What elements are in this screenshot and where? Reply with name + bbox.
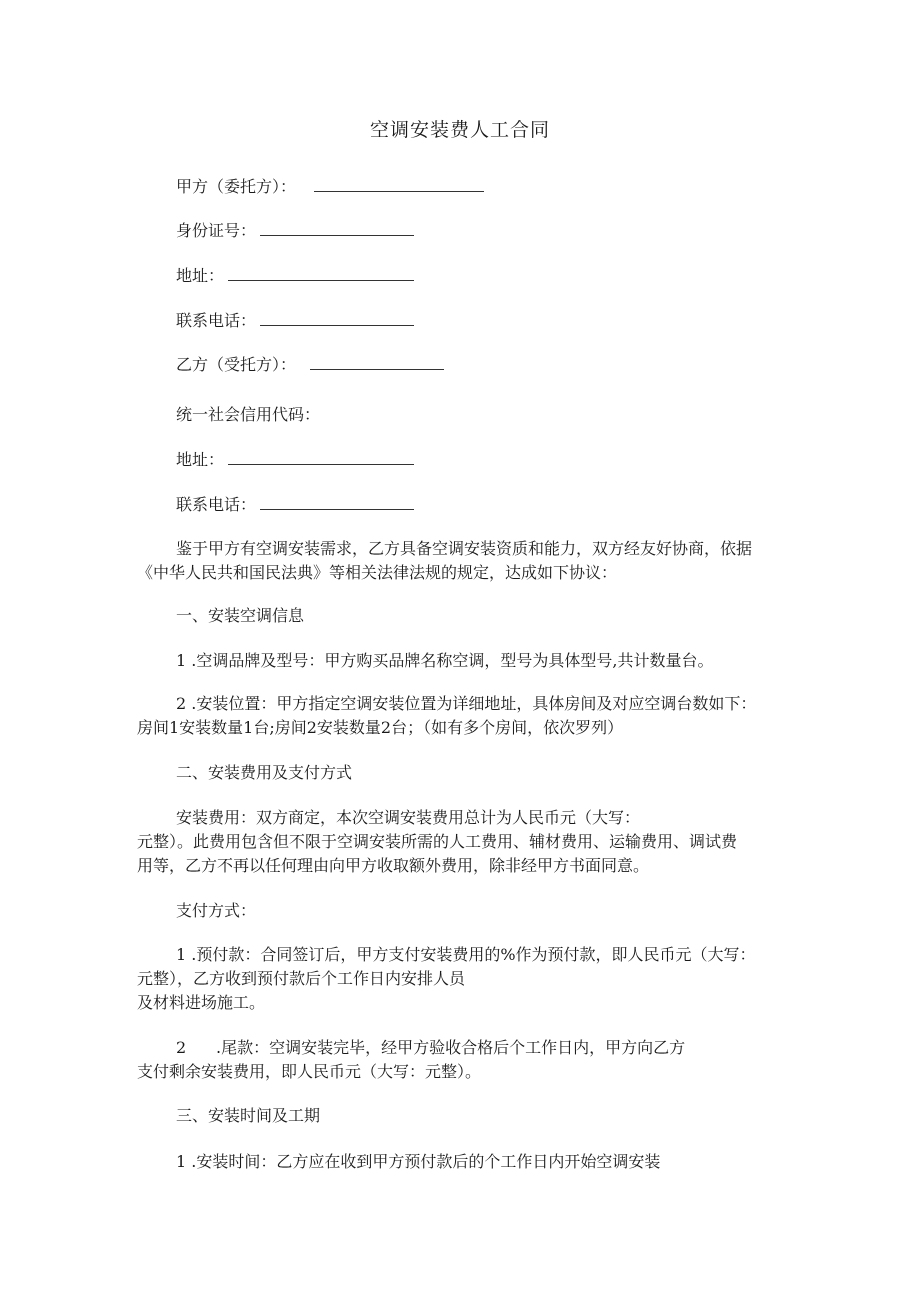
credit-code-label: 统一社会信用代码：	[176, 405, 321, 424]
section-2-fee-line-1: 安装费用：双方商定，本次空调安装费用总计为人民币元（大写：	[176, 808, 641, 827]
party-b-label: 乙方（受托方）：	[176, 355, 297, 374]
intro-line-1: 鉴于甲方有空调安装需求，乙方具备空调安装资质和能力，双方经友好协商，依据	[176, 539, 753, 558]
payment-item-2-line-2: 支付剩余安装费用，即人民币元（大写：元整）。	[137, 1062, 482, 1081]
address-b-blank[interactable]	[228, 450, 414, 465]
phone-b-label: 联系电话：	[176, 495, 257, 514]
payment-item-2-line-1: .尾款：空调安装完毕，经甲方验收合格后个工作日内，甲方向乙方	[216, 1038, 686, 1057]
payment-item-2-number: 2	[176, 1038, 187, 1057]
document-title: 空调安装费人工合同	[369, 119, 550, 141]
address-a-row	[176, 266, 414, 286]
address-a-label: 地址：	[176, 266, 225, 285]
section-3-heading: 三、安装时间及工期	[176, 1106, 321, 1125]
phone-a-label: 联系电话：	[176, 311, 257, 330]
id-row	[176, 221, 414, 241]
payment-heading: 支付方式：	[176, 901, 257, 920]
section-3-item-1: 1 .安装时间：乙方应在收到甲方预付款后的个工作日内开始空调安装	[176, 1152, 661, 1171]
party-a-label: 甲方（委托方）：	[176, 177, 297, 196]
party-a-blank[interactable]	[314, 177, 484, 192]
phone-a-blank[interactable]	[260, 311, 414, 326]
address-b-row	[176, 450, 414, 470]
payment-item-1-line-2: 元整），乙方收到预付款后个工作日内安排人员	[137, 969, 466, 988]
payment-item-1-line-3: 及材料进场施工。	[137, 993, 266, 1012]
id-label: 身份证号：	[176, 221, 257, 240]
phone-b-row	[176, 495, 414, 515]
section-1-heading: 一、安装空调信息	[176, 606, 305, 625]
section-1-item-1: 1 .空调品牌及型号：甲方购买品牌名称空调，型号为具体型号,共计数量台。	[176, 651, 714, 670]
id-blank[interactable]	[260, 221, 414, 236]
party-b-blank[interactable]	[310, 355, 444, 370]
party-a-row	[176, 177, 484, 197]
section-2-fee-line-2: 元整）。此费用包含但不限于空调安装所需的人工费用、辅材费用、运输费用、调试费	[137, 832, 738, 851]
intro-line-2: 《中华人民共和国民法典》等相关法律法规的规定，达成如下协议：	[137, 563, 618, 582]
section-1-item-2-line-1: 2 .安装位置：甲方指定空调安装位置为详细地址，具体房间及对应空调台数如下：	[176, 694, 757, 713]
phone-a-row	[176, 311, 414, 331]
payment-item-1-line-1: 1 .预付款：合同签订后，甲方支付安装费用的%作为预付款，即人民币元（大写：	[176, 945, 756, 964]
section-2-fee-line-3: 用等，乙方不再以任何理由向甲方收取额外费用，除非经甲方书面同意。	[137, 856, 650, 875]
section-1-item-2-line-2: 房间1安装数量1台;房间2安装数量2台；（如有多个房间，依次罗列）	[137, 718, 624, 737]
party-b-row	[176, 355, 444, 375]
section-2-heading: 二、安装费用及支付方式	[176, 763, 353, 782]
address-a-blank[interactable]	[228, 266, 414, 281]
address-b-label: 地址：	[176, 450, 225, 469]
phone-b-blank[interactable]	[260, 495, 414, 510]
